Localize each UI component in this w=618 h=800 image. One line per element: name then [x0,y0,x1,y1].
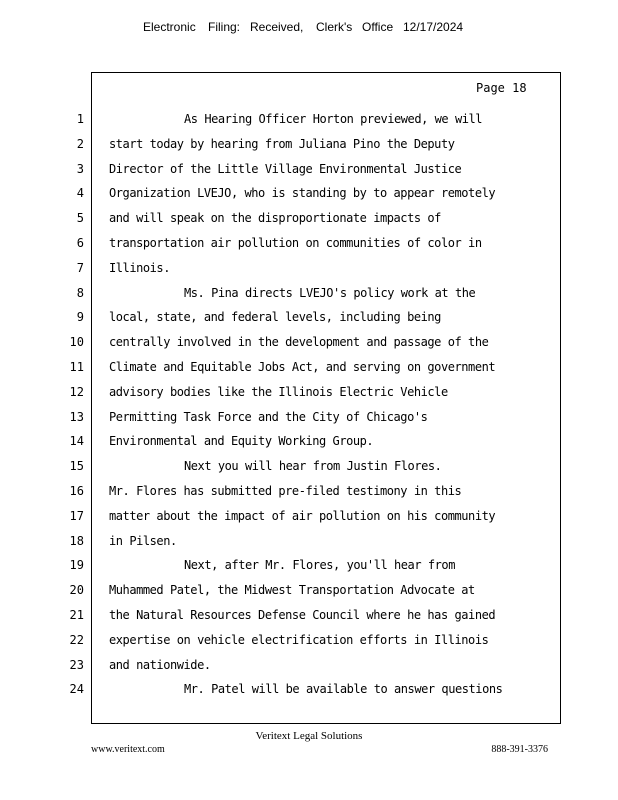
header-clerks: Clerk's [316,20,353,34]
transcript-line [0,507,618,532]
transcript-line [0,482,618,507]
line-text: advisory bodies like the Illinois Electric Vehicle [109,384,448,399]
line-text: start today by hearing from Juliana Pino the Deputy [109,136,455,151]
line-number: 15 [69,459,84,474]
header-electronic: Electronic [143,20,196,34]
transcript-line [0,432,618,457]
transcript-line [0,358,618,383]
line-text: transportation air pollution on communities of color in [109,236,482,250]
transcript-line [0,606,618,631]
line-number: 5 [76,211,84,226]
transcript-line [0,234,618,259]
transcript-line [0,259,618,284]
transcript-line [0,284,618,309]
line-number: 14 [69,434,84,449]
line-number: 7 [76,260,84,275]
line-number: 2 [76,136,84,151]
line-number: 1 [76,112,84,126]
line-number: 17 [69,508,84,523]
header-filing: Filing: [208,20,241,34]
line-number: 24 [69,682,84,697]
line-number: 8 [76,285,84,300]
line-text: and will speak on the disproportionate impacts of [109,211,441,226]
transcript-line [0,383,618,408]
line-text: Next you will hear from Justin Flores. [184,459,442,474]
line-number: 19 [69,558,84,573]
line-number: 13 [69,409,84,424]
line-number: 16 [69,484,84,498]
line-text: Climate and Equitable Jobs Act, and serving on government [109,360,496,374]
line-text: Director of the Little Village Environmental Justice [109,161,462,176]
transcript-line [0,556,618,581]
transcript-line [0,308,618,333]
line-number: 10 [69,335,84,350]
line-text: Mr. Flores has submitted pre-filed testimony in this [109,484,462,498]
line-number: 22 [69,632,84,647]
transcript-line [0,532,618,557]
line-text: As Hearing Officer Horton previewed, we will [184,112,483,126]
transcript-line [0,209,618,234]
line-number: 20 [69,583,84,598]
transcript-line [0,680,618,705]
header-date: 12/17/2024 [403,20,464,34]
line-text: in Pilsen. [109,533,177,548]
line-text: the Natural Resources Defense Council where he has gained [109,608,496,622]
line-number: 3 [76,161,84,176]
line-text: expertise on vehicle electrification efforts in Illinois [109,632,489,647]
line-number: 11 [69,360,84,374]
line-number: 12 [69,384,84,399]
transcript-line [0,110,618,135]
transcript-line [0,631,618,656]
transcript-line [0,135,618,160]
line-number: 6 [76,236,84,250]
line-number: 9 [76,310,84,325]
line-text: Illinois. [109,260,170,275]
header-received: Received, [250,20,304,34]
line-text: Ms. Pina directs LVEJO's policy work at the [184,285,476,300]
line-text: and nationwide. [109,657,211,672]
footer-phone: 888-391-3376 [491,744,548,755]
line-text: Permitting Task Force and the City of Chicago's [109,409,428,424]
footer-website: www.veritext.com [91,744,165,755]
line-text: Muhammed Patel, the Midwest Transportation Advocate at [109,583,475,598]
line-text: Mr. Patel will be available to answer questions [184,682,503,697]
transcript-line [0,581,618,606]
transcript-line [0,408,618,433]
line-text: centrally involved in the development and passage of the [109,335,489,350]
transcript-line [0,333,618,358]
line-text: local, state, and federal levels, including being [109,310,441,325]
line-number: 18 [69,533,84,548]
transcript-line [0,184,618,209]
line-text: matter about the impact of air pollution on his community [109,508,496,523]
line-text: Next, after Mr. Flores, you'll hear from [184,558,455,573]
line-text: Environmental and Equity Working Group. [109,434,374,449]
footer-company: Veritext Legal Solutions [255,730,363,742]
line-number: 23 [69,657,84,672]
transcript-line [0,656,618,681]
line-number: 21 [69,608,84,622]
line-text: Organization LVEJO, who is standing by to appear remotely [109,186,496,201]
transcript-line [0,457,618,482]
line-number: 4 [76,186,84,201]
header-office: Office [362,20,394,34]
transcript-line [0,160,618,185]
page-number: Page 18 [476,81,527,95]
